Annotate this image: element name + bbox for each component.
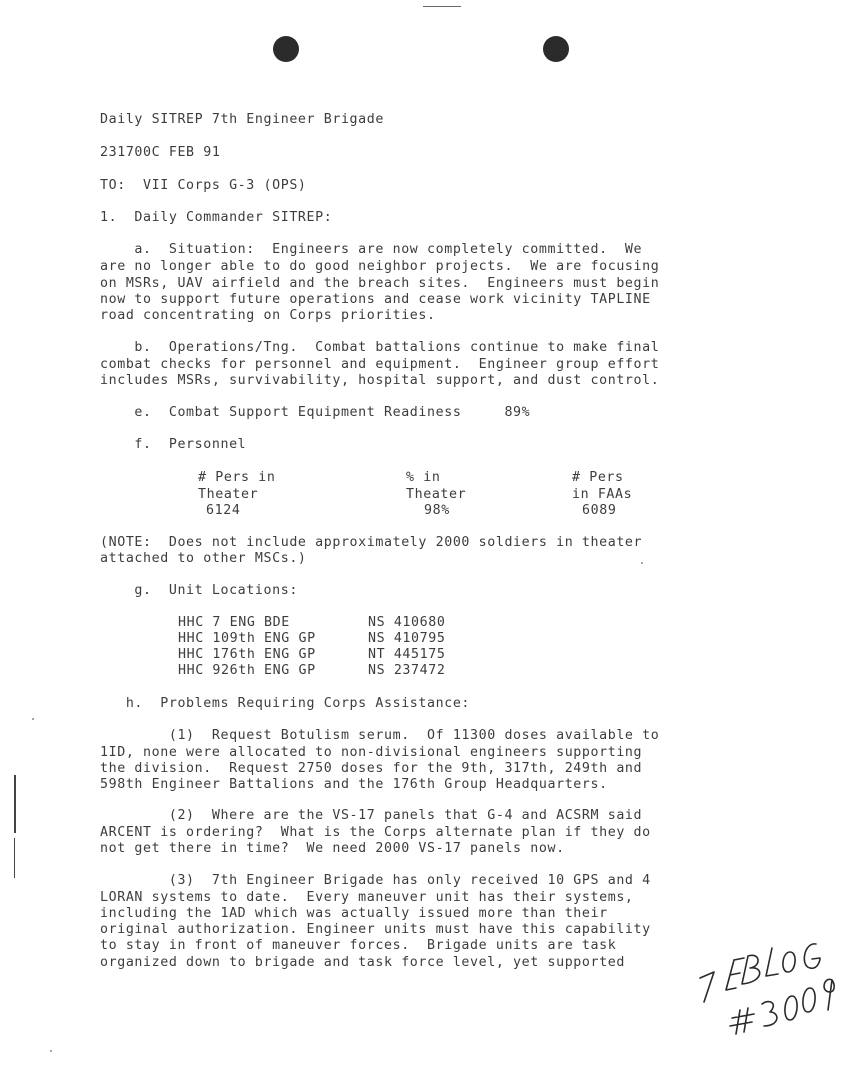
margin-mark (14, 838, 15, 878)
unit-location: NS 237472 (368, 663, 446, 678)
addressee: TO: VII Corps G-3 (OPS) (100, 178, 307, 193)
note-line: (NOTE: Does not include approximately 2000 soldiers in theater (100, 535, 643, 550)
problem-2-line: not get there in time? We need 2000 VS-17 panels now. (100, 841, 565, 856)
handwritten-log-annotation (690, 930, 840, 1050)
date-time-group: 231700C FEB 91 (100, 145, 221, 160)
unit-location: NT 445175 (368, 647, 446, 662)
personnel-col1-head: Theater (198, 487, 259, 502)
punch-hole-right (543, 36, 569, 62)
paragraph-b-line: includes MSRs, survivability, hospital support, and dust control. (100, 373, 660, 388)
problem-3-line: organized down to brigade and task force level, yet supported (100, 955, 625, 970)
section-heading: 1. Daily Commander SITREP: (100, 210, 333, 225)
problem-2-line: (2) Where are the VS-17 panels that G-4 and ACSRM said (100, 808, 643, 823)
margin-mark (14, 775, 16, 833)
problem-3-line: including the 1AD which was actually issued more than their (100, 906, 608, 921)
personnel-heading: f. Personnel (100, 437, 247, 452)
problem-3-line: LORAN systems to date. Every maneuver unit has their systems, (100, 890, 634, 905)
personnel-col1-value: 6124 (206, 503, 241, 518)
problem-3-line: (3) 7th Engineer Brigade has only received 10 GPS and 4 (100, 873, 651, 888)
personnel-col3-value: 6089 (582, 503, 617, 518)
problem-1-line: the division. Request 2750 doses for the 9th, 317th, 249th and (100, 761, 643, 776)
personnel-col2-head: % in (406, 470, 441, 485)
speck (50, 1050, 52, 1052)
paragraph-a-line: now to support future operations and cease work vicinity TAPLINE (100, 292, 651, 307)
readiness-line: e. Combat Support Equipment Readiness 89% (100, 405, 531, 420)
punch-hole-left (273, 36, 299, 62)
paragraph-a-line: road concentrating on Corps priorities. (100, 308, 436, 323)
personnel-col1-head: # Pers in (198, 470, 276, 485)
personnel-col3-head: # Pers (572, 470, 624, 485)
speck (641, 562, 643, 564)
problem-1-line: 1ID, none were allocated to non-divisional engineers supporting (100, 745, 643, 760)
personnel-col3-head: in FAAs (572, 487, 633, 502)
top-mark (423, 6, 461, 7)
unit-locations-heading: g. Unit Locations: (100, 583, 298, 598)
unit-location: NS 410680 (368, 615, 446, 630)
speck (32, 718, 34, 720)
paragraph-b-line: combat checks for personnel and equipment. Engineer group effort (100, 357, 660, 372)
problems-heading: h. Problems Requiring Corps Assistance: (100, 696, 471, 711)
document-title: Daily SITREP 7th Engineer Brigade (100, 112, 384, 127)
paragraph-b-line: b. Operations/Tng. Combat battalions continue to make final (100, 340, 660, 355)
personnel-col2-value: 98% (424, 503, 450, 518)
problem-1-line: (1) Request Botulism serum. Of 11300 doses available to (100, 728, 660, 743)
problem-3-line: to stay in front of maneuver forces. Brigade units are task (100, 938, 617, 953)
note-line: attached to other MSCs.) (100, 551, 307, 566)
problem-1-line: 598th Engineer Battalions and the 176th Group Headquarters. (100, 777, 608, 792)
paragraph-a-line: a. Situation: Engineers are now completely committed. We (100, 242, 643, 257)
problem-3-line: original authorization. Engineer units must have this capability (100, 922, 651, 937)
paragraph-a-line: on MSRs, UAV airfield and the breach sites. Engineers must begin (100, 276, 660, 291)
unit-name: HHC 176th ENG GP (178, 647, 316, 662)
unit-location: NS 410795 (368, 631, 446, 646)
problem-2-line: ARCENT is ordering? What is the Corps alternate plan if they do (100, 825, 651, 840)
personnel-col2-head: Theater (406, 487, 467, 502)
unit-name: HHC 109th ENG GP (178, 631, 316, 646)
unit-name: HHC 7 ENG BDE (178, 615, 290, 630)
unit-name: HHC 926th ENG GP (178, 663, 316, 678)
paragraph-a-line: are no longer able to do good neighbor projects. We are focusing (100, 259, 660, 274)
